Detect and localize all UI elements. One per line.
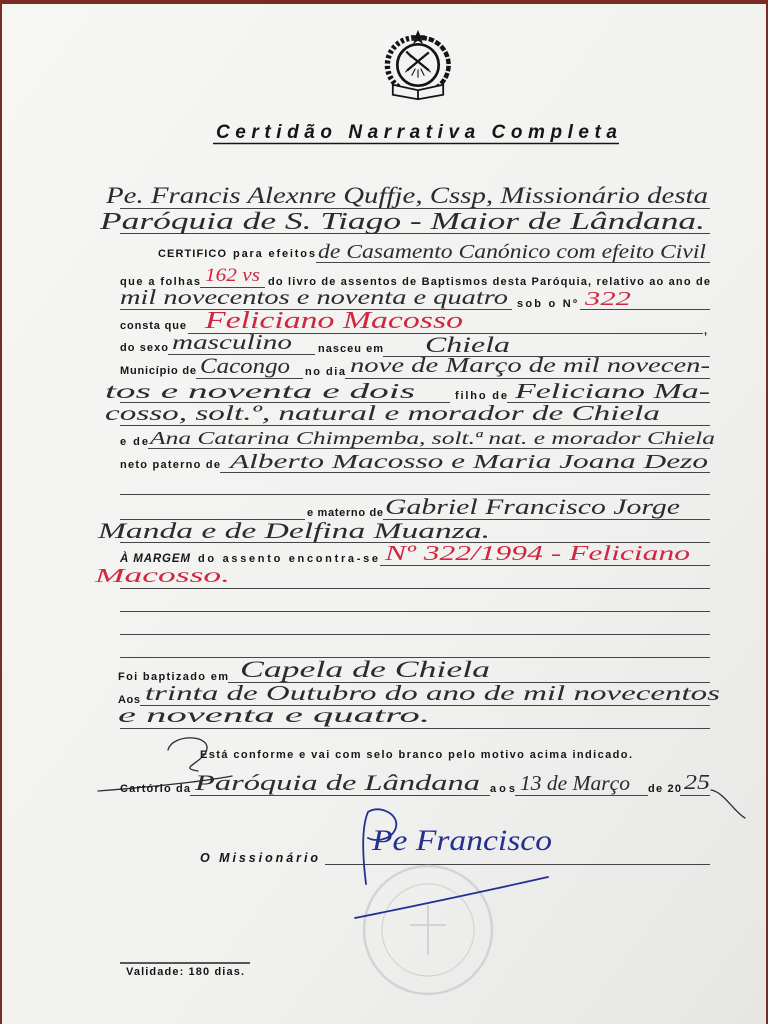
baptism-date-line-2: e noventa e quatro. — [118, 703, 430, 727]
person-name-value: Feliciano Macosso — [203, 308, 463, 334]
margin-note-line-1: Nº 322/1994 - Feliciano — [383, 541, 690, 565]
comma-mark: , — [704, 325, 708, 337]
mother-value: Ana Catarina Chimpemba, solt.ª nat. e morador Chiela — [148, 428, 715, 448]
certifico-label: CERTIFICO — [158, 248, 226, 260]
neto-paterno-label: neto paterno de — [120, 459, 220, 471]
margin-note-line-2: Macosso. — [93, 565, 231, 587]
livro-label: do livro de assentos de Baptismos desta Paróquia, relativo ao ano de — [268, 276, 710, 288]
maternal-grandparents-line-2: Manda e de Delfina Muanza. — [96, 518, 490, 543]
no-dia-label: no dia — [305, 366, 345, 378]
e-materno-label: e materno de — [307, 507, 383, 519]
e-de-label: e de — [120, 436, 148, 448]
folhas-value: 162 vs — [205, 265, 260, 286]
issue-year-suffix-value: 25 — [684, 770, 710, 794]
father-line-2: cosso, solt.º, natural e morador de Chiela — [105, 401, 660, 425]
paternal-grandparents-value: Alberto Macosso e Maria Joana Dezo — [226, 451, 708, 473]
do-assento-label: do assento encontra-se — [198, 553, 378, 565]
foi-baptizado-label: Foi baptizado em — [118, 671, 228, 683]
sob-o-n-label: sob o Nº — [517, 298, 577, 310]
para-efeitos-label: para efeitos — [233, 248, 315, 260]
consta-que-label: consta que — [120, 320, 186, 332]
cartorio-label: Cartório da — [120, 783, 190, 795]
a-margem-label: À MARGEM — [120, 553, 190, 565]
year-value: mil novecentos e noventa e quatro — [120, 285, 508, 309]
conformity-statement: Está conforme e vai com selo branco pelo motivo acima indicado. — [200, 749, 632, 761]
validity-note: Validade: 180 dias. — [126, 966, 244, 978]
do-sexo-label: do sexo — [120, 342, 168, 354]
year-prefix-label: de 20 — [648, 783, 681, 795]
baptism-place-value: Capela de Chiela — [240, 657, 490, 682]
birthplace-value: Chiela — [425, 332, 510, 357]
nasceu-em-label: nasceu em — [318, 343, 383, 355]
issue-day-month-value: 13 de Março — [520, 771, 630, 795]
sex-value: masculino — [172, 330, 292, 354]
baptism-date-line-1: trinta de Outubro do ano de mil novecentos — [145, 681, 720, 705]
aos-label: Aos — [118, 694, 140, 706]
filho-de-label: filho de — [455, 390, 507, 402]
record-number-value: 322 — [583, 288, 631, 310]
municipality-value: Cacongo — [200, 353, 290, 378]
que-a-folhas-label: que a folhas — [120, 276, 200, 288]
issuer-line-2: Paróquia de S. Tiago - Maior de Lândana. — [98, 209, 706, 235]
issuer-line-1: Pe. Francis Alexnre Quffje, Cssp, Missionário desta — [104, 183, 708, 208]
missionario-label: O Missionário — [200, 851, 318, 865]
purpose-value: de Casamento Canónico com efeito Civil — [318, 241, 707, 263]
signature: Pe Francisco — [370, 824, 552, 857]
birth-date-line-2: tos e noventa e dois — [105, 379, 415, 403]
municipio-label: Município de — [120, 365, 196, 377]
issue-office-value: Paróquia de Lândana — [193, 770, 480, 795]
birth-date-line-1: nove de Março de mil novecen- — [350, 353, 710, 377]
maternal-grandparents-line-1: Gabriel Francisco Jorge — [385, 494, 681, 519]
father-line-1: Feliciano Ma- — [513, 379, 710, 403]
aos-date-label: aos — [490, 783, 515, 795]
emblem-shield — [397, 44, 438, 85]
document-title: Certidão Narrativa Completa — [216, 122, 617, 143]
